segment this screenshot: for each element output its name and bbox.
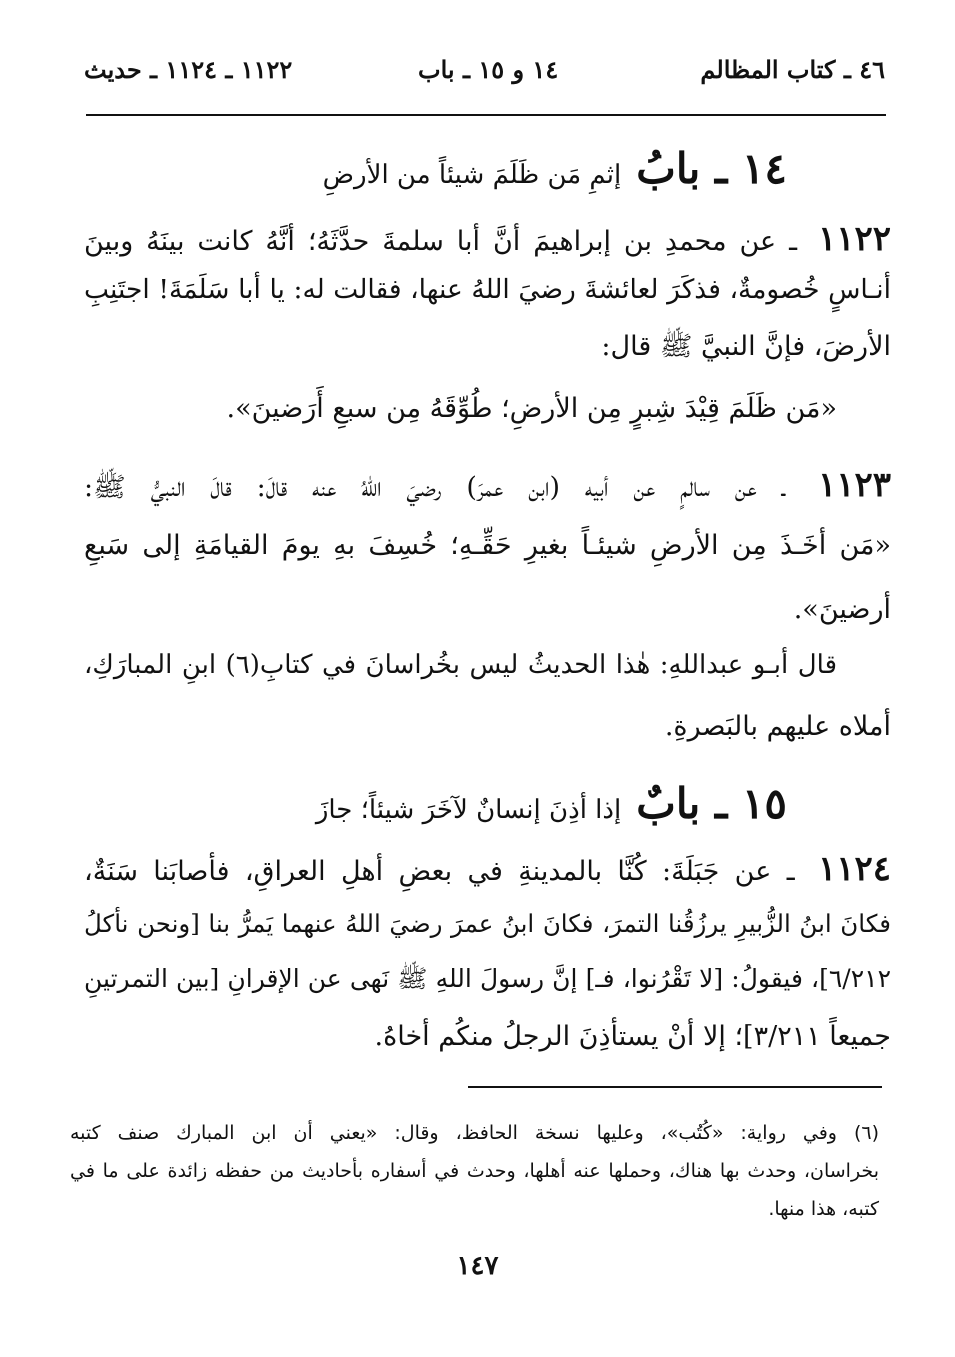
hadith-1123-note-line-2: أملاه عليهم بالبَصرةِ.	[664, 711, 891, 742]
hadith-1124-line-4: جميعاً ٣/٢١١]؛ إلا أنْ يستأذِنَ الرجلُ منكُم أخاهُ.	[374, 1021, 891, 1052]
footnote-divider	[468, 1086, 882, 1088]
footnote-line-1: (٦) وفي رواية: «كُتُب»، وعليها نسخة الحافظ، وقال: «يعني أن ابن المبارك صنف كتبه	[70, 1122, 879, 1144]
hadith-1123-text-1: ـ عن سالمٍ عن أبيه (ابن عمرَ) رضيَ اللهُ عنه قالَ: قالَ النبيُّ ﷺ:	[84, 472, 786, 503]
chapter-15-title: إذا أذِنَ إنسانٌ لآخَرَ شيئاً؛ جازَ	[315, 795, 622, 825]
header-book-title: ٤٦ ـ كتاب المظالم	[700, 55, 885, 84]
hadith-1122-line-2: أنـاسٍ خُصومةٌ، فذكَرَ لعائشةَ رضيَ اللهُ عنها، فقالت له: يا أبا سَلَمَةَ! اجتَنِبِ	[84, 274, 891, 305]
hadith-1124-line-1	[84, 849, 891, 889]
hadith-1123-note-line-1: قال أبـو عبداللهِ: هٰذا الحديثُ ليس بخُراسانَ في كتابِ(٦) ابنِ المبارَكِ،	[84, 650, 837, 680]
hadith-1122-line-1	[84, 219, 891, 259]
hadith-1124-text-1: ـ عن جَبَلَةَ: كُنَّا بالمدينةِ في بعضِ أهلِ العراقِ، فأصابَنا سَنَةٌ،	[84, 856, 795, 887]
hadith-1124-number: ١١٢٤	[817, 849, 891, 889]
hadith-1123-quote-line-1: «مَن أخَـذَ مِن الأرضِ شيئـاً بغيرِ حَقِّـهِ؛ خُسِفَ بهِ يومَ القيامَةِ إلى سَبعِ	[84, 530, 891, 561]
hadith-1122-quote: «مَن ظَلَمَ قِيْدَ شِبرٍ مِن الأرضِ؛ طُوِّقَهُ مِن سبعِ أَرَضينَ».	[226, 393, 837, 424]
footnote-line-3: كتبه، هذا منها.	[768, 1198, 879, 1220]
header-divider	[86, 114, 886, 116]
chapter-14-title: إثمِ مَن ظَلَمَ شيئاً من الأرضِ	[322, 160, 622, 190]
page-number: ١٤٧	[456, 1251, 499, 1281]
header-hadith-range: ١١٢٢ ـ ١١٢٤ ـ حديث	[84, 55, 293, 84]
hadith-1122-number: ١١٢٢	[817, 219, 891, 259]
chapter-15-number: ١٥ ـ بابٌ	[636, 779, 787, 828]
header-chapter-range: ١٤ و ١٥ ـ باب	[418, 55, 559, 84]
footnote-line-2: بخراسان، وحدث بها هناك، وحملها عنه أهلها، وحدث في أسفاره بأحاديث من حفظه زائدة على ما في	[70, 1160, 879, 1182]
chapter-14-number: ١٤ ـ بابُ	[636, 144, 787, 193]
hadith-1122-text-1: ـ عن محمدِ بن إبراهيمَ أنَّ أبا سلمةَ حدَّثَهُ؛ أنَّهُ كانت بينَهُ وبينَ	[84, 226, 798, 257]
hadith-1122-line-3: الأرضَ، فإنَّ النبيَّ ﷺ قال:	[601, 331, 891, 362]
hadith-1123-quote-line-2: أرضينَ».	[793, 594, 891, 625]
chapter-14-heading	[120, 144, 787, 193]
hadith-1123-line-1	[84, 465, 891, 505]
hadith-1123-number: ١١٢٣	[817, 465, 891, 505]
chapter-15-heading	[120, 779, 787, 828]
hadith-1124-line-3: ٦/٢١٢]، فيقولُ: [لا تَقْرُنوا، فـ] إنَّ رسولَ اللهِ ﷺ نَهى عن الإقرانِ [بين التمرتينِ	[84, 964, 891, 993]
hadith-1124-line-2: فكانَ ابنُ الزُّبيرِ يرزُقُنا التمرَ، فكانَ ابنُ عمرَ رضيَ اللهُ عنهما يَمرُّ بنا [ونحن نأكلُ	[84, 909, 891, 938]
